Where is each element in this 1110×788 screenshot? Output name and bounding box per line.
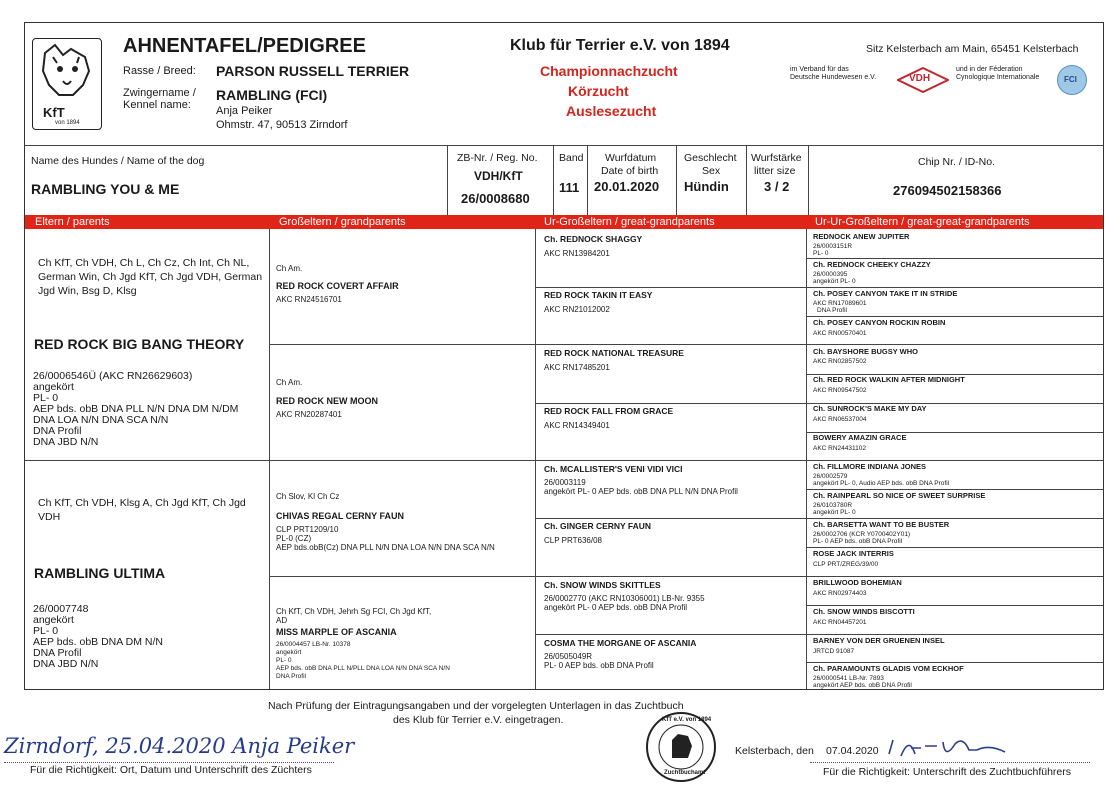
sire-info-5: DNA LOA N/N DNA SCA N/N — [33, 414, 169, 426]
grandparent-info: PL- 0 — [276, 657, 292, 664]
great-great-grandparent-info: angekört PL- 0, Audio AEP bds. obB DNA Profil — [813, 480, 950, 487]
grandparent-info: AEP bds.obB(Cz) DNA PLL N/N DNA LOA N/N DNA SCA N/N — [276, 543, 495, 552]
great-grandparent-name: RED ROCK NATIONAL TREASURE — [544, 348, 684, 358]
sex-label-2: Sex — [702, 165, 721, 177]
grid-line — [553, 145, 554, 215]
great-great-grandparent-info: 26/0000395 — [813, 271, 848, 278]
dam-titles-2: VDH — [38, 511, 61, 523]
great-great-grandparent-info: 26/0003151R — [813, 243, 853, 250]
logo-year: von 1894 — [55, 120, 80, 126]
great-grandparents-header: Ur-Großeltern / great-grandparents — [544, 216, 715, 228]
breed-label: Rasse / Breed: — [123, 65, 196, 77]
great-great-grandparent-info: 26/0002579 — [813, 473, 848, 480]
chip-label: Chip Nr. / ID-No. — [918, 156, 996, 168]
grid-line — [806, 229, 807, 689]
dam-info-2: angekört — [33, 614, 74, 626]
auslesezucht-badge: Auslesezucht — [566, 103, 657, 119]
great-great-grandparent-info: JRTCD 91087 — [813, 648, 855, 655]
grid-line — [806, 605, 1103, 606]
sire-info-6: DNA Profil — [33, 425, 82, 437]
great-grandparent-info: angekört PL- 0 AEP bds. obB DNA Profil — [544, 603, 688, 612]
grandparent-name: CHIVAS REGAL CERNY FAUN — [276, 511, 405, 521]
grid-line — [25, 460, 1103, 461]
dog-name: RAMBLING YOU & ME — [31, 181, 180, 197]
great-grandparent-info: AKC RN13984201 — [544, 249, 610, 258]
great-great-grandparent-name: Ch. FILLMORE INDIANA JONES — [813, 462, 927, 471]
grid-line — [535, 634, 1103, 635]
reg-number: 26/0008680 — [461, 191, 530, 206]
document-title: AHNENTAFEL/PEDIGREE — [123, 35, 366, 57]
fci-text-1: und in der Féderation — [956, 66, 1023, 73]
great-grandparent-info: AKC RN21012002 — [544, 305, 610, 314]
kennel-label-2: Kennel name: — [123, 99, 191, 111]
grandparent-info: 26/0004457 LB-Nr. 10378 — [276, 641, 351, 648]
great-great-grandparent-info: DNA Profil — [817, 307, 847, 314]
registration-note-2: des Klub für Terrier e.V. eingetragen. — [393, 714, 564, 726]
great-great-grandparent-info: AKC RN09547502 — [813, 387, 867, 394]
place-date: 07.04.2020 — [826, 745, 879, 757]
grandparent-titles: Ch Am. — [276, 378, 303, 387]
grid-line — [806, 662, 1103, 663]
grid-line — [535, 229, 536, 689]
litter-label-1: Wurfstärke — [751, 152, 802, 164]
registrar-signature-label: Für die Richtigkeit: Unterschrift des Zuchtbuchführers — [823, 766, 1072, 778]
great-great-grandparent-name: ROSE JACK INTERRIS — [813, 549, 894, 558]
grandparent-titles: AD — [276, 616, 288, 625]
great-great-grandparent-name: BRILLWOOD BOHEMIAN — [813, 578, 902, 587]
great-great-grandparent-info: AKC RN06537004 — [813, 416, 867, 423]
fci-logo-text: FCI — [1064, 75, 1077, 84]
fci-text-2: Cynologique Internationale — [956, 74, 1040, 81]
great-great-grandparent-name: Ch. BAYSHORE BUGSY WHO — [813, 347, 919, 356]
grandparent-titles: Ch Am. — [276, 264, 303, 273]
great-grandparent-name: Ch. GINGER CERNY FAUN — [544, 521, 652, 531]
signature-line — [4, 762, 334, 763]
grid-line — [269, 229, 270, 689]
grid-line — [806, 258, 1103, 259]
club-stamp — [646, 712, 716, 782]
great-great-grandparent-name: Ch. BARSETTA WANT TO BE BUSTER — [813, 520, 950, 529]
great-grandparent-name: Ch. MCALLISTER'S VENI VIDI VICI — [544, 464, 683, 474]
grid-line — [808, 145, 809, 215]
sire-titles-3: Jgd Win, Bsg D, Klsg — [38, 285, 137, 297]
grandparent-name: MISS MARPLE OF ASCANIA — [276, 627, 397, 637]
sire-info-2: angekört — [33, 381, 74, 393]
great-grandparent-name: RED ROCK FALL FROM GRACE — [544, 406, 674, 416]
dam-info-4: AEP bds. obB DNA DM N/N — [33, 636, 163, 648]
place-label: Kelsterbach, den — [735, 745, 814, 757]
grid-line — [676, 145, 677, 215]
great-great-grandparent-name: Ch. SNOW WINDS BISCOTTI — [813, 607, 915, 616]
great-grandparent-name: Ch. SNOW WINDS SKITTLES — [544, 580, 661, 590]
great-great-grandparent-info: AKC RN04457201 — [813, 619, 867, 626]
great-great-grandparent-name: BOWERY AMAZIN GRACE — [813, 433, 907, 442]
great-great-grandparent-info: AKC RN24431102 — [813, 445, 866, 452]
grandparent-titles: Ch Slov, Kl Ch Cz — [276, 492, 340, 501]
great-great-grandparents-header: Ur-Ur-Großeltern / great-great-grandparents — [815, 216, 1030, 228]
terrier-head-icon — [33, 41, 100, 101]
breeder-signature: Zirndorf, 25.04.2020 Anja Peiker — [4, 734, 355, 758]
kft-logo — [32, 38, 102, 130]
grid-line — [25, 145, 1103, 146]
registration-note-1: Nach Prüfung der Eintragungsangaben und der vorgelegten Unterlagen in das Zuchtbuch — [268, 700, 684, 712]
grid-line — [535, 518, 1103, 519]
club-name: Klub für Terrier e.V. von 1894 — [510, 37, 730, 54]
great-great-grandparent-name: Ch. SUNROCK'S MAKE MY DAY — [813, 404, 927, 413]
great-grandparent-name: RED ROCK TAKIN IT EASY — [544, 290, 653, 300]
grandparent-info: angekört — [276, 649, 302, 656]
litter-label-2: litter size — [754, 165, 796, 177]
owner-address: Ohmstr. 47, 90513 Zirndorf — [216, 119, 348, 131]
reg-org: VDH/KfT — [474, 169, 523, 183]
sex-value: Hündin — [684, 179, 729, 194]
great-great-grandparent-info: 26/0002706 (KCR Y0700402Y01) — [813, 531, 911, 538]
dam-name: RAMBLING ULTIMA — [34, 565, 166, 581]
grandparent-info: DNA Profil — [276, 673, 306, 680]
kennel-value: RAMBLING (FCI) — [216, 87, 328, 103]
grandparent-name: RED ROCK NEW MOON — [276, 396, 378, 406]
vdh-text-2: Deutsche Hundewesen e.V. — [790, 74, 877, 81]
great-great-grandparent-name: Ch. RAINPEARL SO NICE OF SWEET SURPRISE — [813, 491, 986, 500]
great-great-grandparent-info: 26/0000541 LB-Nr. 7893 — [813, 675, 884, 682]
vdh-logo-text: VDH — [909, 73, 931, 84]
dam-titles-1: Ch KfT, Ch VDH, Klsg A, Ch Jgd KfT, Ch Jgd — [38, 497, 246, 509]
vdh-text-1: im Verband für das — [790, 66, 849, 73]
band-value: 111 — [559, 180, 580, 195]
grandparent-info: AKC RN24516701 — [276, 295, 342, 304]
great-great-grandparent-info: angekört AEP bds. obB DNA Profil — [813, 682, 912, 689]
great-grandparent-info: PL- 0 AEP bds. obB DNA Profil — [544, 661, 654, 670]
koerzucht-badge: Körzucht — [568, 83, 629, 99]
stamp-text-bottom: Zuchtbuchamt — [664, 770, 706, 776]
grid-line — [806, 547, 1103, 548]
sire-info-7: DNA JBD N/N — [33, 436, 99, 448]
great-great-grandparent-info: PL- 0 — [813, 250, 829, 257]
chip-value: 276094502158366 — [893, 183, 1002, 198]
dob-label-1: Wurfdatum — [605, 152, 657, 164]
great-grandparent-info: 26/0003119 — [544, 478, 586, 487]
breeder-signature-label: Für die Richtigkeit: Ort, Datum und Unterschrift des Züchters — [30, 764, 312, 776]
great-great-grandparent-info: AKC RN02857502 — [813, 358, 867, 365]
grid-line — [269, 576, 1103, 577]
band-label: Band — [559, 152, 584, 164]
parents-header: Eltern / parents — [35, 216, 110, 228]
great-great-grandparent-info: PL- 0 AEP bds. obB DNA Profil — [813, 538, 903, 545]
grandparent-titles: Ch KfT, Ch VDH, Jehrh Sg FCI, Ch Jgd KfT, — [276, 607, 432, 616]
grid-line — [806, 489, 1103, 490]
registrar-signature-icon — [885, 732, 1015, 762]
grid-line — [447, 145, 448, 215]
club-seat: Sitz Kelsterbach am Main, 65451 Kelsterbach — [866, 43, 1079, 55]
great-great-grandparent-info: angekört PL- 0 — [813, 509, 856, 516]
dam-info-5: DNA Profil — [33, 647, 82, 659]
great-great-grandparent-name: Ch. RED ROCK WALKIN AFTER MIDNIGHT — [813, 375, 965, 384]
kennel-label-1: Zwingername / — [123, 87, 196, 99]
great-great-grandparent-info: AKC RN00570401 — [813, 330, 867, 337]
grandparents-header: Großeltern / grandparents — [279, 216, 406, 228]
great-grandparent-info: AKC RN14349401 — [544, 421, 610, 430]
dam-info-3: PL- 0 — [33, 625, 59, 637]
litter-value: 3 / 2 — [764, 179, 790, 194]
breed-value: PARSON RUSSELL TERRIER — [216, 63, 410, 79]
grid-line — [269, 344, 1103, 345]
great-grandparent-info: 26/0002770 (AKC RN10306001) LB-Nr. 9355 — [544, 594, 705, 603]
great-great-grandparent-info: CLP PRT/ZREG/39/00 — [813, 561, 879, 568]
sire-info-3: PL- 0 — [33, 392, 59, 404]
dob-value: 20.01.2020 — [594, 179, 660, 194]
grid-line — [535, 287, 1103, 288]
great-great-grandparent-name: Ch. POSEY CANYON TAKE IT IN STRIDE — [813, 289, 958, 298]
reg-label: ZB-Nr. / Reg. No. — [457, 152, 538, 164]
sire-titles-1: Ch KfT, Ch VDH, Ch L, Ch Cz, Ch Int, Ch NL, — [38, 257, 250, 269]
grid-line — [806, 316, 1103, 317]
great-grandparent-info: CLP PRT636/08 — [544, 536, 602, 545]
logo-text: KfT — [43, 105, 65, 120]
dam-info-1: 26/0007748 — [33, 603, 89, 615]
dob-label-2: Date of birth — [601, 165, 659, 177]
great-great-grandparent-info: angekört PL- 0 — [813, 278, 856, 285]
great-grandparent-info: AKC RN17485201 — [544, 363, 610, 372]
sire-name: RED ROCK BIG BANG THEORY — [34, 336, 245, 352]
stamp-text-top: KfT e.V. von 1894 — [662, 717, 712, 723]
great-great-grandparent-info: AKC RN02974403 — [813, 590, 867, 597]
sire-info-4: AEP bds. obB DNA PLL N/N DNA DM N/DM — [33, 403, 239, 415]
great-great-grandparent-info: 26/0103780R — [813, 502, 853, 509]
great-great-grandparent-info: AKC RN17089601 — [813, 300, 867, 307]
signature-line — [810, 762, 1090, 763]
dam-info-6: DNA JBD N/N — [33, 658, 99, 670]
great-great-grandparent-name: REDNOCK ANEW JUPITER — [813, 232, 910, 241]
great-great-grandparent-name: BARNEY VON DER GRUENEN INSEL — [813, 636, 945, 645]
grid-line — [587, 145, 588, 215]
great-great-grandparent-name: Ch. REDNOCK CHEEKY CHAZZY — [813, 260, 931, 269]
dog-name-label: Name des Hundes / Name of the dog — [31, 155, 205, 167]
grandparent-info: AEP bds. obB DNA PLL N/PLL DNA LOA N/N DNA SCA N/N — [276, 665, 450, 672]
great-great-grandparent-name: Ch. PARAMOUNTS GLADIS VOM ECKHOF — [813, 664, 964, 673]
great-grandparent-name: Ch. REDNOCK SHAGGY — [544, 234, 643, 244]
owner-name: Anja Peiker — [216, 105, 273, 117]
grid-line — [746, 145, 747, 215]
grandparent-info: AKC RN20287401 — [276, 410, 342, 419]
great-grandparent-info: 26/0505049R — [544, 652, 593, 661]
generation-header-bar — [25, 215, 1103, 229]
sire-titles-2: German Win, Ch Jgd KfT, Ch Jgd VDH, German — [38, 271, 263, 283]
grandparent-info: PL-0 (CZ) — [276, 534, 312, 543]
sex-label-1: Geschlecht — [684, 152, 737, 164]
championship-badge: Championnachzucht — [540, 63, 678, 79]
sire-info-1: 26/0006546Ü (AKC RN26629603) — [33, 370, 193, 382]
great-grandparent-name: COSMA THE MORGANE OF ASCANIA — [544, 638, 697, 648]
great-grandparent-info: angekört PL- 0 AEP bds. obB DNA PLL N/N DNA Profil — [544, 487, 738, 496]
grandparent-name: RED ROCK COVERT AFFAIR — [276, 281, 399, 291]
great-great-grandparent-name: Ch. POSEY CANYON ROCKIN ROBIN — [813, 318, 946, 327]
grandparent-info: CLP PRT1209/10 — [276, 525, 339, 534]
